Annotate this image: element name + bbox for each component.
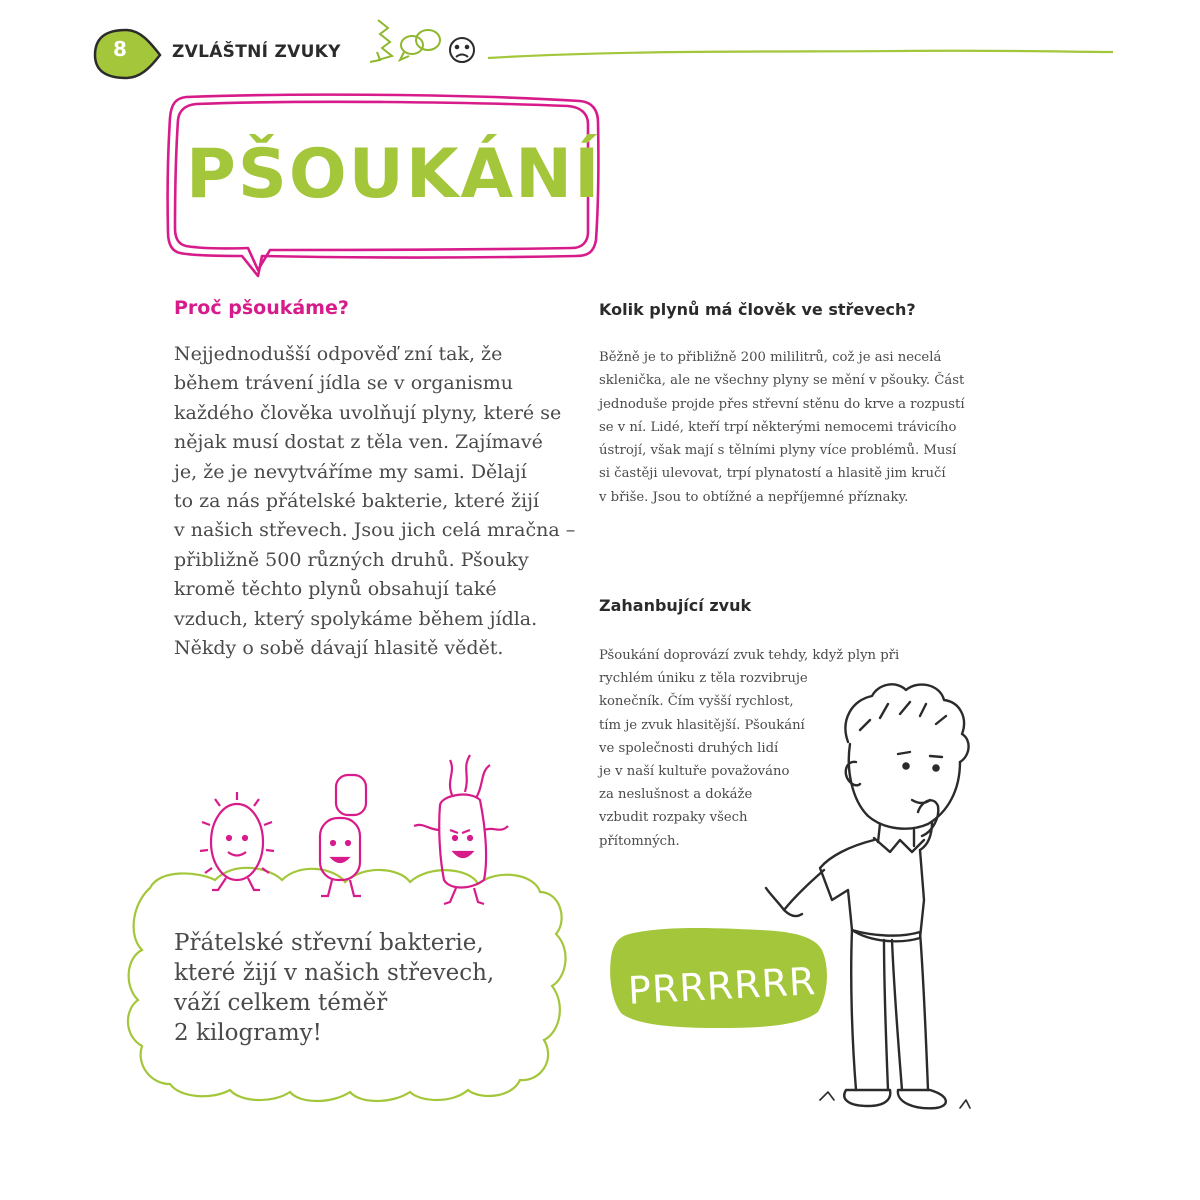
fact-line: váží celkem téměř xyxy=(174,990,388,1016)
section3-line: rychlém úniku z těla rozvibruje xyxy=(599,671,808,687)
fact-line: Přátelské střevní bakterie, xyxy=(174,930,484,956)
section2-line: si častěji ulevovat, trpí plynatostí a hlasitě jim kručí xyxy=(599,466,946,482)
section1-line: to za nás přátelské bakterie, které žijí xyxy=(174,490,540,513)
page-number: 8 xyxy=(113,37,127,61)
section3-line: přítomných. xyxy=(599,833,680,849)
section3-line: je v naší kultuře považováno xyxy=(599,764,790,780)
section2-body xyxy=(599,346,999,509)
header-doodle-icons xyxy=(370,20,392,62)
section2-line: jednoduše projde přes střevní stěnu do krve a rozpustí xyxy=(599,396,965,412)
section1-line: Někdy o sobě dávají hlasitě vědět. xyxy=(174,637,504,660)
section1-line: kromě těchto plynů obsahují také xyxy=(174,578,497,601)
page-title: PŠOUKÁNÍ xyxy=(186,135,602,214)
section1-body xyxy=(174,340,574,663)
section1-line: nějak musí dostat z těla ven. Zajímavé xyxy=(174,431,543,454)
section2-line: Běžně je to přibližně 200 mililitrů, což je asi necelá xyxy=(599,350,942,365)
section3-line: ve společnosti druhých lidí xyxy=(599,740,779,756)
section-label: ZVLÁŠTNÍ ZVUKY xyxy=(172,42,341,62)
section1-line: každého člověka uvolňují plyny, které se xyxy=(174,401,562,424)
fact-line: 2 kilogramy! xyxy=(174,1020,322,1046)
bacteria-round-icon xyxy=(200,792,274,890)
section2-heading: Kolik plynů má člověk ve střevech? xyxy=(599,300,916,319)
fact-box-text xyxy=(174,928,534,1048)
section3-line: Pšoukání doprovází zvuk tehdy, když plyn při xyxy=(599,648,900,663)
speech-bubbles-icon xyxy=(400,30,440,60)
header-divider xyxy=(488,51,1113,58)
sound-effect-label: PRRRRRR xyxy=(626,959,818,1013)
bacteria-flagella-icon xyxy=(414,755,508,904)
section3-line: tím je zvuk hlasitější. Pšoukání xyxy=(599,717,805,733)
section1-line: přibližně 500 různých druhů. Pšouky xyxy=(174,548,529,571)
section1-line: vzduch, který spolykáme během jídla. xyxy=(174,607,538,630)
section1-heading: Proč pšoukáme? xyxy=(174,297,349,319)
section3-heading: Zahanbující zvuk xyxy=(599,596,752,615)
section1-line: Nejjednodušší odpověď zní tak, že xyxy=(174,343,503,365)
section3-body xyxy=(599,644,929,853)
sad-face-icon xyxy=(450,38,474,62)
section3-line: za neslušnost a dokáže xyxy=(599,787,753,803)
section1-line: je, že je nevytváříme my sami. Dělají xyxy=(174,460,527,483)
section2-line: ústrojí, však mají s tělními plyny více problémů. Musí xyxy=(599,443,957,459)
section3-line: konečník. Čím vyšší rychlost, xyxy=(599,694,794,710)
bacteria-capsule-icon xyxy=(320,775,366,896)
section2-line: sklenička, ale ne všechny plyny se mění v pšouky. Část xyxy=(599,373,965,389)
section1-line: v našich střevech. Jsou jich celá mračna – xyxy=(174,519,576,542)
fact-line: které žijí v našich střevech, xyxy=(174,960,495,986)
section3-line: vzbudit rozpaky všech xyxy=(599,810,748,826)
section2-line: v břiše. Jsou to obtížné a nepříjemné příznaky. xyxy=(599,489,909,505)
section2-line: se v ní. Lidé, kteří trpí některými nemocemi trávicího xyxy=(599,419,957,435)
section1-line: během trávení jídla se v organismu xyxy=(174,372,514,395)
